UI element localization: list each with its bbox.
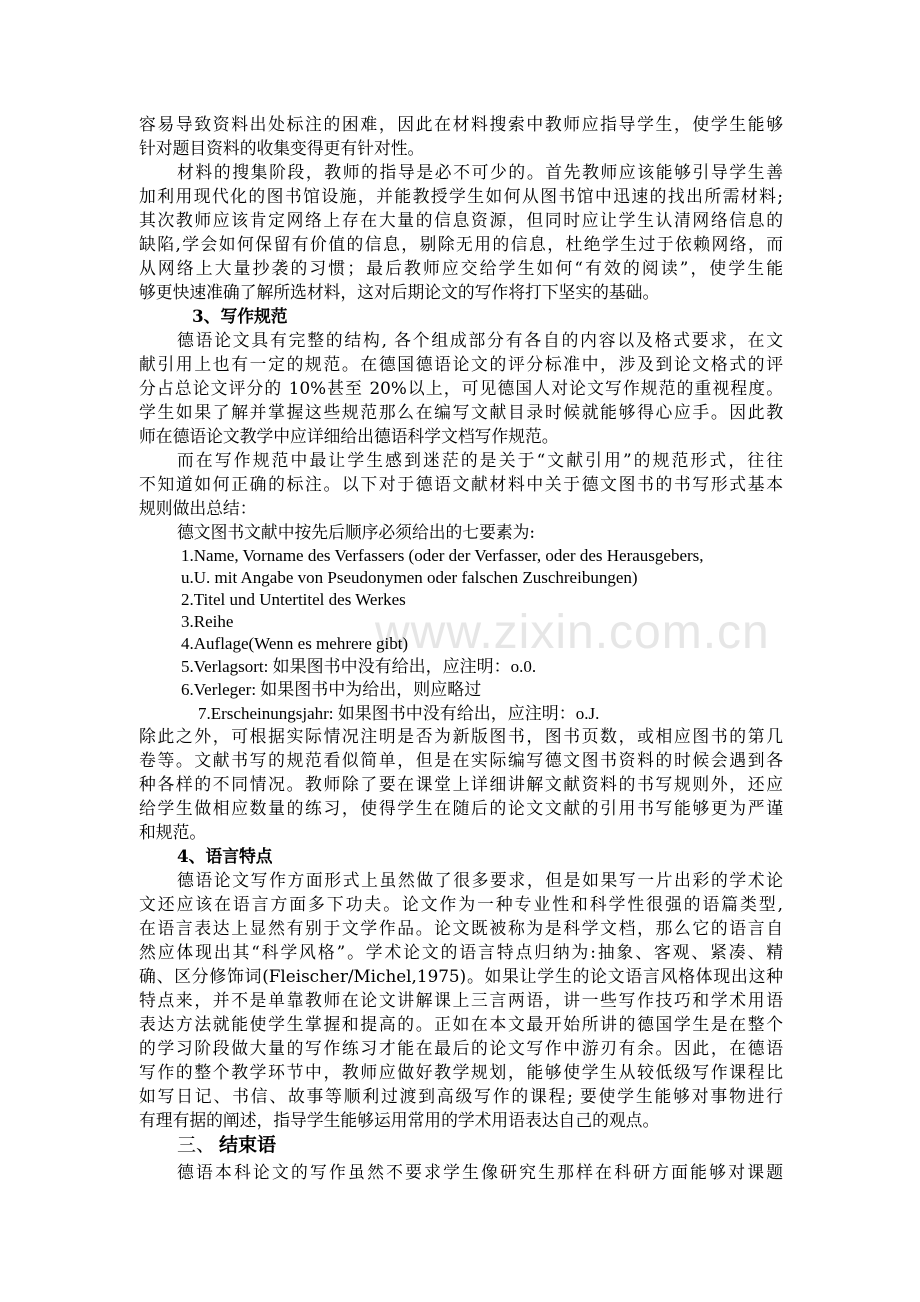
paragraph-line: 献引用上也有一定的规范。在德国德语论文的评分标准中，涉及到论文格式的评 bbox=[139, 354, 783, 374]
chapter-heading bbox=[177, 1133, 821, 1157]
reference-item: 7.Erscheinungsjahr: 如果图书中没有给出，应注明：o.J. bbox=[198, 704, 600, 723]
watermark: www.zixin.com.cn bbox=[375, 606, 770, 659]
paragraph-line: 表达方法就能使学生掌握和提高的。正如在本文最开始所讲的德国学生是在整个 bbox=[139, 1014, 783, 1034]
reference-item: 6.Verleger: 如果图书中为给出，则应略过 bbox=[181, 680, 482, 699]
paragraph-line: 给学生做相应数量的练习，使得学生在随后的论文文献的引用书写能够更为严谨 bbox=[139, 798, 783, 818]
reference-item: 1.Name, Vorname des Verfassers (oder der Verfasser, oder des Herausgebers, bbox=[181, 546, 704, 565]
paragraph-line: 卷等。文献书写的规范看似简单，但是在实际编写德文图书资料的时候会遇到各 bbox=[139, 750, 783, 770]
paragraph-line: 针对题目资料的收集变得更有针对性。 bbox=[139, 138, 425, 158]
paragraph-line: 的学习阶段做大量的写作练习才能在最后的论文写作中游刃有余。因此，在德语 bbox=[139, 1038, 783, 1058]
section-heading-3: 3、写作规范 bbox=[192, 306, 288, 326]
reference-item: u.U. mit Angabe von Pseudonymen oder falschen Zuschreibungen) bbox=[181, 568, 638, 587]
paragraph-line: 材料的搜集阶段，教师的指导是必不可少的。首先教师应该能够引导学生善 bbox=[177, 162, 783, 182]
reference-item: 5.Verlagsort: 如果图书中没有给出，应注明：o.0. bbox=[181, 657, 537, 676]
paragraph-line: 从网络上大量抄袭的习惯；最后教师应交给学生如何“有效的阅读”，使学生能 bbox=[139, 258, 783, 278]
chapter-title: 结束语 bbox=[219, 1134, 277, 1156]
paragraph-line: 缺陷,学会如何保留有价值的信息，剔除无用的信息，杜绝学生过于依赖网络，而 bbox=[139, 234, 783, 254]
paragraph-line: 在语言表达上显然有别于文学作品。论文既被称为是科学文档，那么它的语言自 bbox=[139, 918, 783, 938]
paragraph-line: 德语论文具有完整的结构, 各个组成部分有各自的内容以及格式要求，在文 bbox=[177, 330, 783, 350]
paragraph-line: 加利用现代化的图书馆设施，并能教授学生如何从图书馆中迅速的找出所需材料; bbox=[139, 186, 783, 206]
section-heading-4: 4、语言特点 bbox=[177, 846, 273, 866]
paragraph-line: 有理有据的阐述，指导学生能够运用常用的学术用语表达自己的观点。 bbox=[139, 1110, 660, 1130]
paragraph-line: 其次教师应该肯定网络上存在大量的信息资源，但同时应让学生认清网络信息的 bbox=[139, 210, 783, 230]
paragraph-line: 种各样的不同情况。教师除了要在课堂上详细讲解文献资料的书写规则外，还应 bbox=[139, 774, 783, 794]
paragraph-line: 德语本科论文的写作虽然不要求学生像研究生那样在科研方面能够对课题 bbox=[177, 1162, 783, 1182]
reference-item: 2.Titel und Untertitel des Werkes bbox=[181, 590, 406, 609]
reference-item: 4.Auflage(Wenn es mehrere gibt) bbox=[181, 634, 409, 653]
paragraph-line: 确、区分修饰词(Fleischer/Michel,1975)。如果让学生的论文语言风格体现出这种 bbox=[139, 966, 783, 986]
paragraph-line: 分占总论文评分的 10%甚至 20%以上，可见德国人对论文写作规范的重视程度。 bbox=[139, 378, 783, 398]
paragraph-line: 特点来，并不是单靠教师在论文讲解课上三言两语，讲一些写作技巧和学术用语 bbox=[139, 990, 783, 1010]
paragraph-line: 文还应该在语言方面多下功夫。论文作为一种专业性和科学性很强的语篇类型, bbox=[139, 894, 783, 914]
paragraph-line: 学生如果了解并掌握这些规范那么在编写文献目录时候就能够得心应手。因此教 bbox=[139, 402, 783, 422]
paragraph-line: 师在德语论文教学中应详细给出德语科学文档写作规范。 bbox=[139, 426, 559, 446]
paragraph-line: 规则做出总结： bbox=[139, 498, 257, 518]
paragraph-line: 和规范。 bbox=[139, 822, 207, 842]
paragraph-line: 而在写作规范中最让学生感到迷茫的是关于“文献引用”的规范形式，往往 bbox=[177, 450, 783, 470]
paragraph-line: 如写日记、书信、故事等顺利过渡到高级写作的课程; 要使学生能够对事物进行 bbox=[139, 1086, 783, 1106]
chapter-number: 三、 bbox=[177, 1134, 216, 1156]
list-intro: 德文图书文献中按先后顺序必须给出的七要素为: bbox=[177, 522, 536, 542]
reference-item: 3.Reihe bbox=[181, 612, 234, 631]
paragraph-line: 写作的整个教学环节中，教师应做好教学规划，能够使学生从较低级写作课程比 bbox=[139, 1062, 783, 1082]
paragraph-line: 然应体现出其“科学风格”。学术论文的语言特点归纳为:抽象、客观、紧凑、精 bbox=[139, 942, 783, 962]
paragraph-line: 除此之外，可根据实际情况注明是否为新版图书，图书页数，或相应图书的第几 bbox=[139, 726, 783, 746]
paragraph-line: 够更快速准确了解所选材料，这对后期论文的写作将打下坚实的基础。 bbox=[139, 282, 660, 302]
paragraph-line: 不知道如何正确的标注。以下对于德语文献材料中关于德文图书的书写形式基本 bbox=[139, 474, 783, 494]
paragraph-line: 德语论文写作方面形式上虽然做了很多要求，但是如果写一片出彩的学术论 bbox=[177, 870, 783, 890]
paragraph-line: 容易导致资料出处标注的困难，因此在材料搜索中教师应指导学生，使学生能够 bbox=[139, 114, 783, 134]
